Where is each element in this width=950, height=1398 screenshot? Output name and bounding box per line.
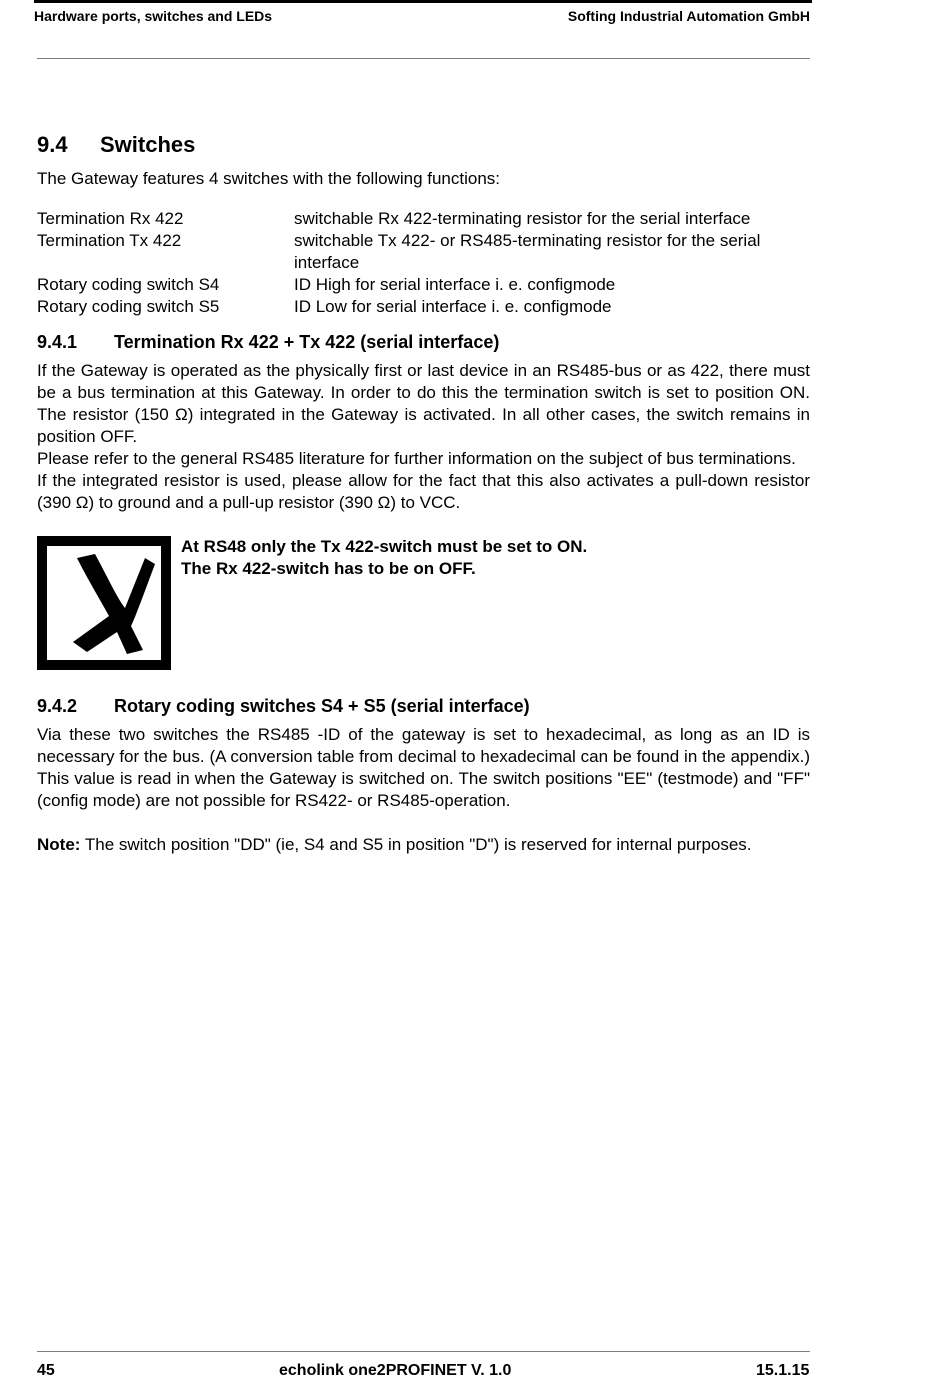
subsection-number: 9.4.1 <box>37 332 78 352</box>
switch-row <box>37 208 810 230</box>
page-content <box>37 130 810 856</box>
switch-name: Rotary coding switch S4 <box>37 275 220 294</box>
header-company: Softing Industrial Automation GmbH <box>567 8 810 24</box>
switch-description: ID Low for serial interface i. e. configmode <box>294 297 612 316</box>
note-paragraph <box>37 834 810 856</box>
footer-divider <box>37 1351 810 1352</box>
switch-description: ID High for serial interface i. e. configmode <box>294 275 616 294</box>
section-intro: The Gateway features 4 switches with the following functions: <box>37 169 501 188</box>
note-label: Note: <box>37 835 81 854</box>
switch-name: Termination Tx 422 <box>37 231 182 250</box>
paragraph: If the Gateway is operated as the physically first or last device in an RS485-bus or as 422, there must be a bus termination at this Gateway. In order to do this the termination switch is set to position ON. The resistor (150 Ω) integrated in the Gateway is activated. In all other cases, the switch remains in position OFF. <box>37 361 810 446</box>
switch-row <box>37 296 810 318</box>
note-text: The switch position "DD" (ie, S4 and S5 in position "D") is reserved for internal purposes. <box>80 835 752 854</box>
subsection-title: Termination Rx 422 + Tx 422 (serial interface) <box>114 332 500 352</box>
switch-row <box>37 274 810 296</box>
warning-line: At RS48 only the Tx 422-switch must be set to ON. <box>181 537 588 556</box>
header-top-rule <box>34 0 812 3</box>
header-divider <box>37 58 810 59</box>
warning-line: The Rx 422-switch has to be on OFF. <box>181 559 476 578</box>
section-number: 9.4 <box>37 132 68 157</box>
section-heading <box>37 130 810 160</box>
switch-list <box>37 208 810 318</box>
paragraph: If the integrated resistor is used, please allow for the fact that this also activates a pull-down resistor (390 Ω) to ground and a pull-up resistor (390 Ω) to VCC. <box>37 471 810 512</box>
switch-row <box>37 230 810 274</box>
footer-date: 15.1.15 <box>756 1362 810 1379</box>
page-number: 45 <box>37 1362 55 1379</box>
warning-text <box>181 536 587 670</box>
switch-description: switchable Rx 422-terminating resistor for the serial interface <box>294 209 751 228</box>
subsection-heading <box>37 330 810 354</box>
switch-name: Rotary coding switch S5 <box>37 297 220 316</box>
subsection-title: Rotary coding switches S4 + S5 (serial interface) <box>114 696 530 716</box>
footer-document-title: echolink one2PROFINET V. 1.0 <box>279 1362 512 1379</box>
header-chapter: Hardware ports, switches and LEDs <box>34 8 273 24</box>
switch-description: switchable Tx 422- or RS485-terminating resistor for the serial interface <box>294 231 761 272</box>
paragraph: Via these two switches the RS485 -ID of the gateway is set to hexadecimal, as long as an ID is necessary for the bus. (A conversion table from decimal to hexadecimal can be found in the appendix.) This value is read in when the Gateway is switched on. The switch positions "EE" (testmode) and "FF" (config mode) are not possible for RS422- or RS485-operation. <box>37 725 810 810</box>
subsection-number: 9.4.2 <box>37 696 78 716</box>
subsection-heading <box>37 694 810 718</box>
switch-name: Termination Rx 422 <box>37 209 184 228</box>
paragraph: Please refer to the general RS485 literature for further information on the subject of bus terminations. <box>37 449 796 468</box>
section-title: Switches <box>100 132 196 157</box>
warning-box <box>37 536 810 670</box>
warning-x-icon <box>37 536 171 670</box>
